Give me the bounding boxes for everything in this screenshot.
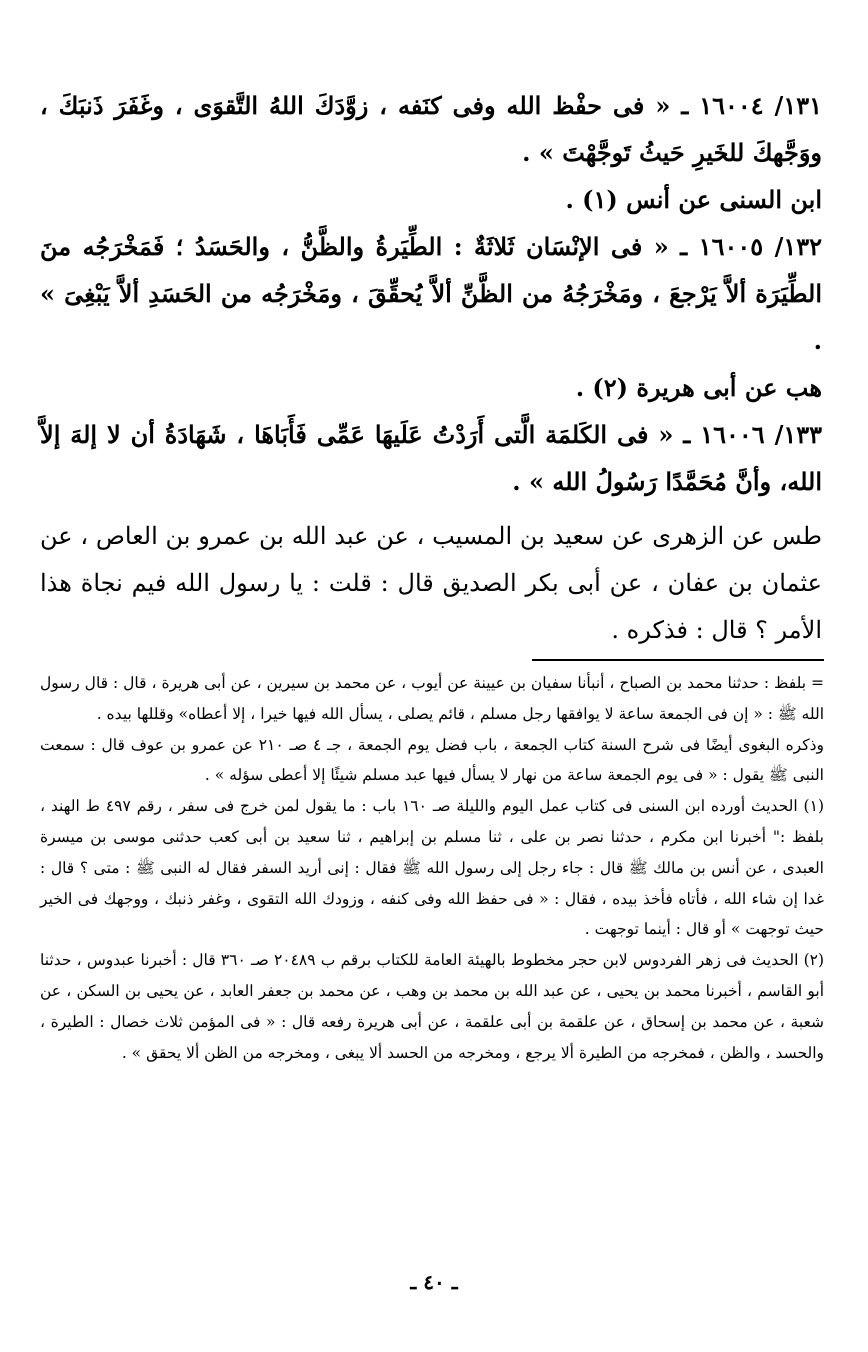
- footnotes: [40, 668, 824, 1068]
- hadith-132: ١٣٢/ ١٦٠٠٥ ـ « فى الإنْسَان ثَلاثَةٌ : الطِّيَرةُ والظَّنُّ ، والحَسَدُ ؛ فَمَخْرَجُه منَ الطِّيَرَة ألاَّ يَرْجعَ ، ومَخْرَجُهُ من الظَّنِّ ألاَّ يُحقِّقَ ، ومَخْرَجُه من الحَسَدِ ألاَّ يَبْغِىَ » .: [40, 232, 823, 355]
- footnote-continuation: = بلفظ : حدثنا محمد بن الصباح ، أنبأنا سفيان بن عيينة عن أيوب ، عن محمد بن سيرين ، عن أبى هريرة ، قال : قال رسول الله ﷺ : « إن فى الجمعة ساعة لا يوافقها رجل مسلم ، قائم يصلى ، يسأل الله فيها خيرا ، إلا أعطاه» وقللها بيده .: [40, 674, 824, 723]
- main-text: [40, 82, 822, 654]
- hadith-132-source: هب عن أبى هريرة (٢) .: [575, 373, 822, 402]
- footnote-divider: [532, 659, 824, 661]
- hadith-131-source: ابن السنى عن أنس (١) .: [565, 185, 822, 214]
- footnote-1: (١) الحديث أورده ابن السنى فى كتاب عمل اليوم والليلة صـ ١٦٠ باب : ما يقول لمن خرج فى سفر ، رقم ٤٩٧ ط الهند ، بلفظ :" أخبرنا ابن مكرم ، حدثنا نصر بن على ، ثنا مسلم بن إبراهيم ، ثنا سعيد بن أبى كعب حدثنى موسى بن ميسرة العبدى ، عن أنس بن مالك ﷺ قال : جاء رجل إلى رسول الله ﷺ فقال : إنى أريد السفر فقال له النبى ﷺ : متى ؟ قال : غدا إن شاء الله ، فأتاه فأخذ بيده ، فقال : « فى حفظ الله وفى كنفه ، وزودك الله التقوى ، وغفر ذنبك ، ووجهك فى الخير حيث توجهت » أو قال : أينما توجهت .: [40, 797, 824, 939]
- footnote-baghawi: وذكره البغوى أيضًا فى شرح السنة كتاب الجمعة ، باب فضل يوم الجمعة ، جـ ٤ صـ ٢١٠ عن عمرو بن عوف قال : سمعت النبى ﷺ يقول : « فى يوم الجمعة ساعة من نهار لا يسأل فيها عبد مسلم شيئًا إلا أعطى سؤله » .: [40, 735, 825, 785]
- page-number: ـ ٤٠ ـ: [410, 1270, 458, 1294]
- hadith-133-chain: طس عن الزهرى عن سعيد بن المسيب ، عن عبد الله بن عمرو بن العاص ، عن عثمان بن عفان ، عن أبى بكر الصديق قال : قلت : يا رسول الله فيم نجاة هذا الأمر ؟ قال : فذكره .: [40, 522, 822, 644]
- footnote-2: (٢) الحديث فى زهر الفردوس لابن حجر مخطوط بالهيئة العامة للكتاب برقم ب ٢٠٤٨٩ صـ ٣٦٠ قال : أخبرنا عبدوس ، حدثنا أبو القاسم ، أخبرنا محمد بن يحيى ، عن عبد الله بن محمد بن وهب ، عن محمد بن جعفر العابد ، عن يحيى بن السكن ، عن شعبة ، عن محمد بن إسحاق ، عن علقمة بن أبى علقمة ، عن أبى هريرة رفعه قال : « فى المؤمن ثلاث خصال : الطيرة ، والحسد ، والظن ، فمخرجه من الطيرة ألا يرجع ، ومخرجه من الحسد ألا يبغى ، ومخرجه من الظن ألا يحقق » .: [40, 951, 825, 1062]
- hadith-133: ١٣٣/ ١٦٠٠٦ ـ « فى الكَلمَة الَّتى أَرَدْتُ عَلَيهَا عَمِّى فَأَبَاهَا ، شَهَادَةُ أن لا إلهَ إلاَّ الله، وأنَّ مُحَمَّدًا رَسُولُ الله » .: [40, 420, 823, 496]
- hadith-131: ١٣١/ ١٦٠٠٤ ـ « فى حفْظ الله وفى كنَفه ، زوَّدَكَ اللهُ التَّقوَى ، وغَفَرَ ذَنبَكَ ، ووَجَّهكَ للخَيرِ حَيثُ تَوجَّهْتَ » .: [40, 91, 822, 167]
